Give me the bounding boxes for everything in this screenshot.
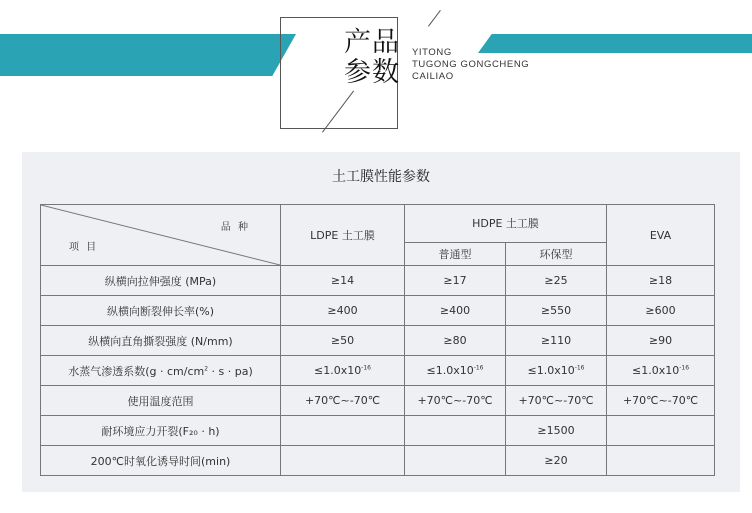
- row-label: 使用温度范围: [41, 386, 281, 416]
- cell-eva: ≥18: [607, 266, 715, 296]
- table-row: [41, 386, 715, 416]
- cell-hdpe-eco: ≥1500: [506, 416, 607, 446]
- header-band-left: [0, 34, 296, 76]
- cell-exponent: -16: [361, 364, 372, 372]
- row-label: 纵横向直角撕裂强度 (N/mm): [41, 326, 281, 356]
- cell-ldpe: +70℃~-70℃: [281, 386, 405, 416]
- col-header-hdpe-eco: 环保型: [506, 242, 607, 265]
- row-label-main: 水蒸气渗透系数(g · cm/cm: [68, 364, 205, 378]
- subtitle-line2: TUGONG GONGCHENG: [412, 59, 530, 70]
- cell-exponent: -16: [679, 364, 690, 372]
- cell-hdpe-eco: ≥20: [506, 446, 607, 476]
- col-header-hdpe: HDPE 土工膜: [405, 205, 607, 243]
- page-title-line1: 产品: [344, 27, 400, 58]
- row-label: [41, 356, 281, 386]
- page-title-line2: 参数: [344, 57, 400, 88]
- cell-ldpe: ≥400: [281, 296, 405, 326]
- cell-eva: [607, 356, 715, 386]
- cell-ldpe: ≥14: [281, 266, 405, 296]
- col-header-eva: EVA: [607, 205, 715, 266]
- row-label: 纵横向拉伸强度 (MPa): [41, 266, 281, 296]
- cell-value: ≤1.0x10: [426, 364, 474, 377]
- cell-hdpe-normal: +70℃~-70℃: [405, 386, 506, 416]
- cell-eva: [607, 446, 715, 476]
- col-header-hdpe-normal: 普通型: [405, 242, 506, 265]
- cell-eva: [607, 416, 715, 446]
- cell-hdpe-normal: ≥17: [405, 266, 506, 296]
- cell-hdpe-normal: [405, 356, 506, 386]
- cell-hdpe-normal: [405, 416, 506, 446]
- col-header-ldpe: LDPE 土工膜: [281, 205, 405, 266]
- spec-sheet: [22, 152, 740, 492]
- cell-value: ≤1.0x10: [632, 364, 680, 377]
- spec-table: [40, 204, 715, 476]
- table-row: [41, 446, 715, 476]
- subtitle-line3: CAILIAO: [412, 71, 454, 82]
- table-title: 土工膜性能参数: [332, 169, 430, 185]
- cell-hdpe-normal: ≥80: [405, 326, 506, 356]
- corner-header: [41, 205, 281, 266]
- cell-ldpe: ≥50: [281, 326, 405, 356]
- cell-eva: ≥600: [607, 296, 715, 326]
- cell-hdpe-eco: ≥25: [506, 266, 607, 296]
- cell-eva: ≥90: [607, 326, 715, 356]
- table-row: [41, 356, 715, 386]
- cell-exponent: -16: [574, 364, 585, 372]
- corner-diagonal: [41, 205, 280, 265]
- cell-hdpe-normal: [405, 446, 506, 476]
- row-label-tail: · s · pa): [208, 364, 253, 378]
- cell-ldpe: [281, 356, 405, 386]
- table-row: [41, 266, 715, 296]
- table-row: [41, 326, 715, 356]
- table-row: [41, 416, 715, 446]
- cell-value: ≤1.0x10: [527, 364, 575, 377]
- corner-label-item: 项 目: [69, 242, 99, 253]
- cell-hdpe-eco: +70℃~-70℃: [506, 386, 607, 416]
- cell-value: ≤1.0x10: [313, 364, 362, 377]
- table-row: [41, 296, 715, 326]
- page-title: [344, 28, 400, 88]
- cell-ldpe: [281, 446, 405, 476]
- frame-diagonal-upper: [428, 10, 441, 27]
- row-label: 耐环境应力开裂(F₂₀ · h): [41, 416, 281, 446]
- subtitle-line1: YITONG: [412, 47, 452, 58]
- row-label-sup: 2: [204, 364, 209, 372]
- row-label: 200℃时氧化诱导时间(min): [41, 446, 281, 476]
- corner-label-variety: 品 种: [220, 222, 250, 233]
- cell-eva: +70℃~-70℃: [607, 386, 715, 416]
- page-subtitle: [412, 47, 529, 83]
- cell-ldpe: [281, 416, 405, 446]
- cell-hdpe-normal: ≥400: [405, 296, 506, 326]
- row-label: 纵横向断裂伸长率(%): [41, 296, 281, 326]
- cell-hdpe-eco: ≥550: [506, 296, 607, 326]
- cell-hdpe-eco: ≥110: [506, 326, 607, 356]
- cell-exponent: -16: [473, 364, 484, 372]
- cell-hdpe-eco: [506, 356, 607, 386]
